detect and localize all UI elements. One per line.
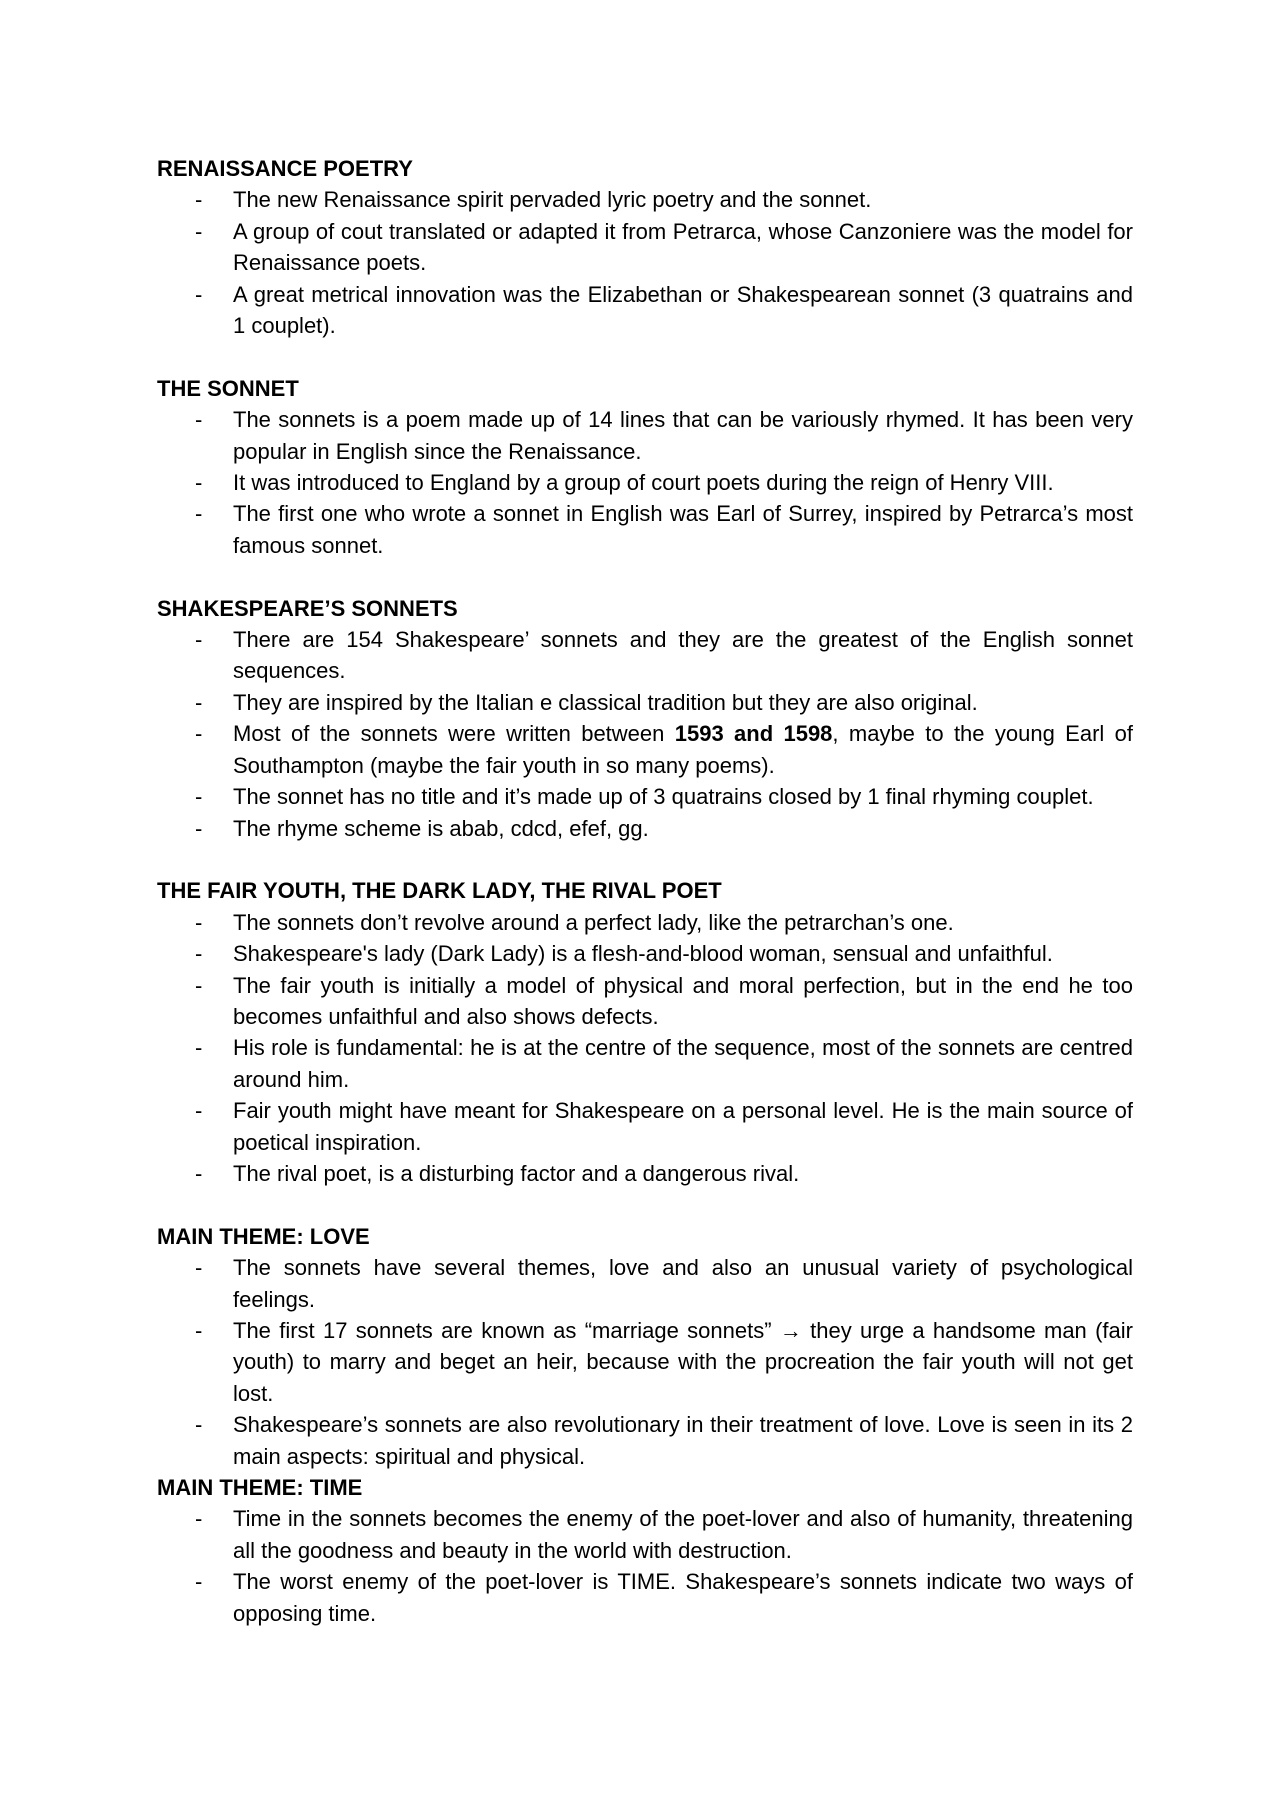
dash-bullet: -: [195, 1255, 203, 1281]
list-item: - The first 17 sonnets are known as “marriage sonnets” → they urge a handsome man (fair youth) to marry and beget an heir, because with the procreation the fair youth will not get lost.: [157, 1315, 1133, 1409]
dash-bullet: -: [195, 1317, 203, 1343]
bullet-list: [157, 624, 1133, 844]
section-heading: THE SONNET: [157, 375, 299, 401]
list-item: - The sonnets is a poem made up of 14 lines that can be variously rhymed. It has been very popular in English since the Renaissance.: [157, 404, 1133, 467]
section-main-theme-time: [157, 1472, 1133, 1629]
list-item: - The rival poet, is a disturbing factor and a dangerous rival.: [157, 1158, 1133, 1189]
dash-bullet: -: [195, 1098, 203, 1124]
dash-bullet: -: [195, 470, 203, 496]
dash-bullet: -: [195, 1569, 203, 1595]
list-item: - There are 154 Shakespeare’ sonnets and they are the greatest of the English sonnet sequences.: [157, 624, 1133, 687]
list-item: - A great metrical innovation was the Elizabethan or Shakespearean sonnet (3 quatrains and 1 couplet).: [157, 279, 1133, 342]
dash-bullet: -: [195, 281, 203, 307]
dash-bullet: -: [195, 1035, 203, 1061]
section-heading: THE FAIR YOUTH, THE DARK LADY, THE RIVAL POET: [157, 878, 722, 904]
list-item: - The sonnet has no title and it’s made up of 3 quatrains closed by 1 final rhyming couplet.: [157, 781, 1133, 812]
document-page: [157, 153, 1133, 1629]
section-fair-youth-dark-lady-rival-poet: [157, 875, 1133, 1189]
section-heading: MAIN THEME: LOVE: [157, 1223, 370, 1249]
dash-bullet: -: [195, 407, 203, 433]
list-item: - Time in the sonnets becomes the enemy of the poet-lover and also of humanity, threatening all the goodness and beauty in the world with destruction.: [157, 1503, 1133, 1566]
list-item: - They are inspired by the Italian e classical tradition but they are also original.: [157, 687, 1133, 718]
section-the-sonnet: [157, 373, 1133, 561]
dash-bullet: -: [195, 1506, 203, 1532]
bullet-list: [157, 907, 1133, 1190]
list-item: - Shakespeare’s sonnets are also revolutionary in their treatment of love. Love is seen in its 2 main aspects: spiritual and physical.: [157, 1409, 1133, 1472]
list-item: - A group of cout translated or adapted it from Petrarca, whose Canzoniere was the model for Renaissance poets.: [157, 216, 1133, 279]
list-item: - The new Renaissance spirit pervaded lyric poetry and the sonnet.: [157, 184, 1133, 215]
section-heading: RENAISSANCE POETRY: [157, 156, 413, 181]
list-item: - The worst enemy of the poet-lover is TIME. Shakespeare’s sonnets indicate two ways of opposing time.: [157, 1566, 1133, 1629]
dash-bullet: -: [195, 501, 203, 527]
dash-bullet: -: [195, 1412, 203, 1438]
section-heading: MAIN THEME: TIME: [157, 1475, 363, 1500]
dash-bullet: -: [195, 218, 203, 244]
bullet-list: [157, 1503, 1133, 1629]
dash-bullet: -: [195, 815, 203, 841]
list-item: - The sonnets have several themes, love and also an unusual variety of psychological feelings.: [157, 1252, 1133, 1315]
dash-bullet: -: [195, 627, 203, 653]
section-shakespeares-sonnets: [157, 593, 1133, 844]
list-item: - Shakespeare's lady (Dark Lady) is a flesh-and-blood woman, sensual and unfaithful.: [157, 938, 1133, 969]
list-item: - It was introduced to England by a group of court poets during the reign of Henry VIII.: [157, 467, 1133, 498]
section-renaissance-poetry: [157, 153, 1133, 341]
bullet-list: [157, 404, 1133, 561]
dash-bullet: -: [195, 972, 203, 998]
list-item: - The sonnets don’t revolve around a perfect lady, like the petrarchan’s one.: [157, 907, 1133, 938]
dash-bullet: -: [195, 689, 203, 715]
list-item: - Fair youth might have meant for Shakespeare on a personal level. He is the main source of poetical inspiration.: [157, 1095, 1133, 1158]
dash-bullet: -: [195, 784, 203, 810]
list-item: - The rhyme scheme is abab, cdcd, efef, gg.: [157, 813, 1133, 844]
bullet-list: [157, 184, 1133, 341]
section-heading: SHAKESPEARE’S SONNETS: [157, 595, 458, 621]
dash-bullet: -: [195, 1160, 203, 1186]
dash-bullet: -: [195, 721, 203, 747]
dash-bullet: -: [195, 941, 203, 967]
dash-bullet: -: [195, 187, 203, 213]
bold-date-range: 1593 and 1598: [674, 721, 833, 747]
dash-bullet: -: [195, 909, 203, 935]
list-item: - Most of the sonnets were written between 1593 and 1598, maybe to the young Earl of Southampton (maybe the fair youth in so many poems).: [157, 718, 1133, 781]
list-item: - The first one who wrote a sonnet in English was Earl of Surrey, inspired by Petrarca’s most famous sonnet.: [157, 498, 1133, 561]
list-item: - His role is fundamental: he is at the centre of the sequence, most of the sonnets are centred around him.: [157, 1032, 1133, 1095]
section-main-theme-love: [157, 1221, 1133, 1472]
list-item: - The fair youth is initially a model of physical and moral perfection, but in the end he too becomes unfaithful and also shows defects.: [157, 970, 1133, 1033]
bullet-list: [157, 1252, 1133, 1472]
